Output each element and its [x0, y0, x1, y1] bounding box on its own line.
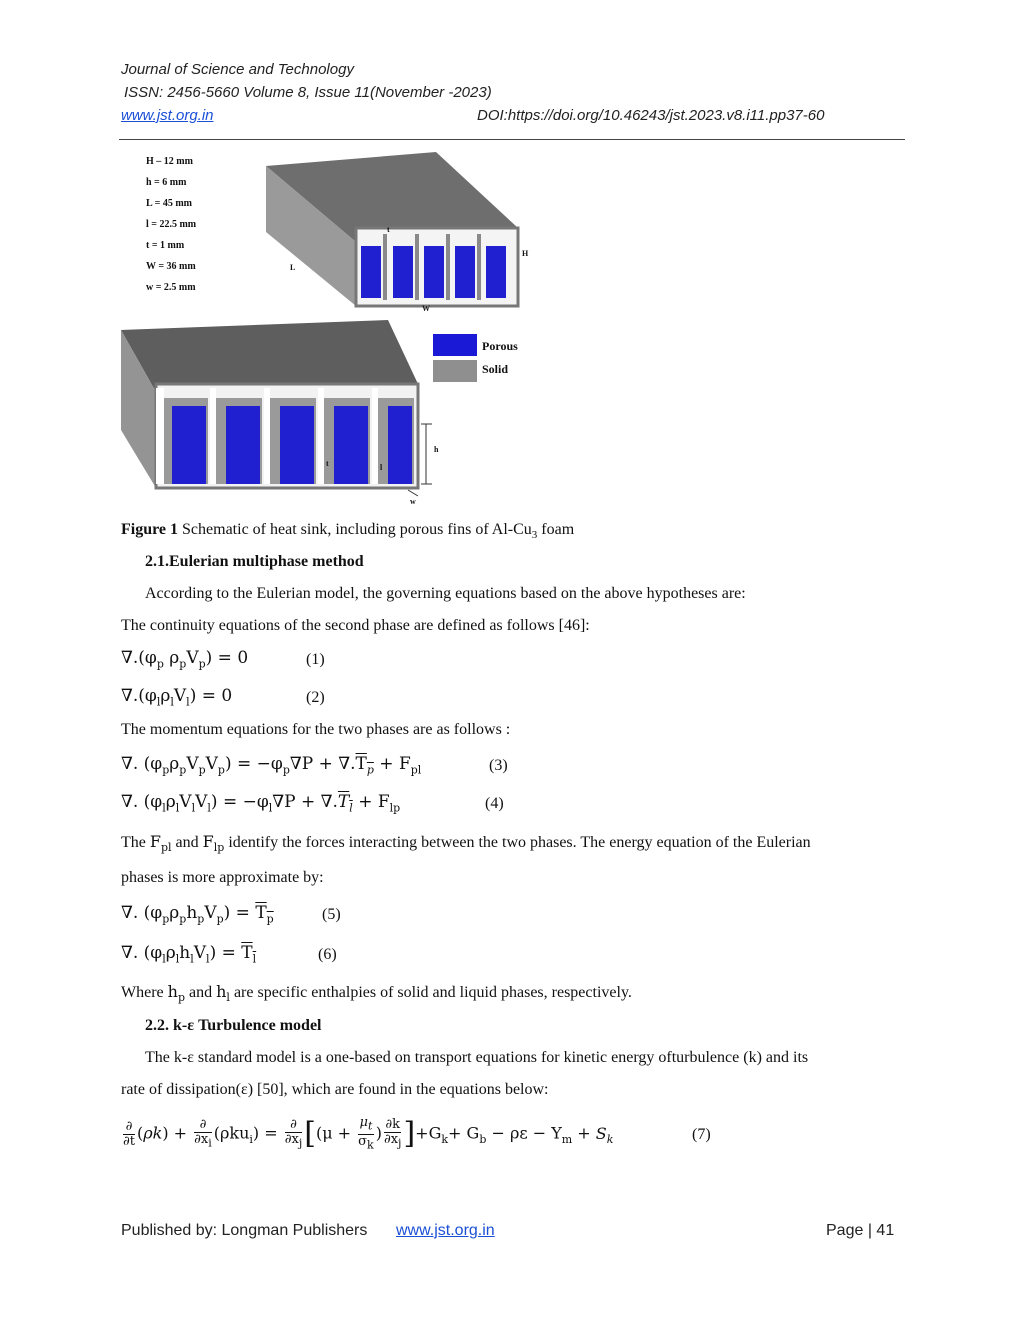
param-label: t = 1 mm — [146, 240, 185, 251]
figure-caption — [121, 521, 574, 541]
header-rule — [119, 139, 905, 140]
footer-publisher: Published by: Longman Publishers — [121, 1222, 368, 1239]
equation-number: (7) — [692, 1126, 711, 1143]
label-W: W — [422, 304, 430, 313]
label-L: L — [290, 263, 296, 272]
legend-porous: Porous — [482, 339, 518, 353]
legend-solid: Solid — [482, 362, 509, 376]
paragraph: The momentum equations for the two phases are as follows : — [121, 721, 511, 738]
caption-text: Schematic of heat sink, including porous fins of Al-Cu — [178, 521, 532, 538]
equation-number: (3) — [489, 757, 508, 774]
paragraph: rate of dissipation(ε) [50], which are found in the equations below: — [121, 1081, 549, 1098]
equation-4: ∇. $(\varphi_l\rho_lV_lV_l) = -\varphi_l\nabla P + \nabla.T_l + F_{lp}$ — [121, 792, 401, 815]
page-number: Page | 41 — [826, 1222, 895, 1239]
equation-7: $\frac{\partial}{\partial t}$ (ρk) + $\frac{\partial}{\partial x_i}$ (ρku$_i$) = $\frac{\partial}{\partial x_j}$ [(μ + $\frac{\mu_t}{\sigma_k}$ ) $\frac{\partial k}{\partial x_j}$ ]$+G_k+ G_b - \rho\varepsilon - Y_m + S_k$ — [123, 1115, 614, 1152]
caption-text-end: foam — [537, 521, 575, 538]
large-heat-sink — [121, 320, 439, 506]
equation-2: $\nabla.(\varphi_l\rho_lV_l) = 0$ — [121, 686, 233, 709]
paragraph: phases is more approximate by: — [121, 869, 324, 886]
label-w: w — [410, 497, 416, 506]
param-label: l = 22.5 mm — [146, 219, 197, 230]
equation-1: $\nabla.(\varphi_p$ $\rho_pV_p) = 0$ — [121, 648, 249, 671]
paragraph: Where $h_p$ and $h_l$ are specific enthalpies of solid and liquid phases, respectively. — [121, 982, 632, 1005]
equation-number: (2) — [306, 689, 325, 706]
section-heading-2-1: 2.1.Eulerian multiphase method — [145, 553, 364, 570]
param-label: w = 2.5 mm — [146, 282, 196, 293]
equation-number: (4) — [485, 795, 504, 812]
paragraph: According to the Eulerian model, the governing equations based on the above hypotheses are: — [145, 585, 746, 602]
paragraph: The continuity equations of the second phase are defined as follows [46]: — [121, 617, 590, 634]
equation-3: ∇. $(\varphi_p\rho_pV_pV_p) = -\varphi_p\nabla P + \nabla.T_p + F_{pl}$ — [121, 754, 422, 777]
footer-website-wrap[interactable] — [396, 1222, 495, 1240]
equation-number: (1) — [306, 651, 325, 668]
small-heat-sink — [266, 152, 529, 313]
param-label: H – 12 mm — [146, 156, 193, 167]
label-t: t — [387, 225, 390, 234]
label-h: h — [434, 445, 439, 454]
footer-website-link[interactable]: www.jst.org.in — [396, 1222, 495, 1239]
paragraph: The $F_{pl}$ and $F_{lp}$ identify the forces interacting between the two phases. The energy equation of the Eulerian — [121, 832, 811, 855]
issn-line: ISSN: 2456-5660 Volume 8, Issue 11(November -2023) — [124, 84, 492, 101]
header-website-link[interactable] — [121, 107, 214, 124]
figure-label: Figure 1 — [121, 521, 179, 538]
paragraph: The k-ε standard model is a one-based on transport equations for kinetic energy ofturbulence (k) and its — [145, 1049, 809, 1066]
param-label: W = 36 mm — [146, 261, 196, 272]
caption-sub: 3 — [531, 529, 538, 542]
param-label: L = 45 mm — [146, 198, 192, 209]
heat-sink-figure — [118, 148, 538, 510]
journal-title: Journal of Science and Technology — [121, 61, 354, 78]
doi-line: DOI:https://doi.org/10.46243/jst.2023.v8.i11.pp37-60 — [477, 107, 825, 124]
equation-5: ∇. $(\varphi_p\rho_ph_pV_p) = T_p$ — [121, 903, 274, 926]
legend — [433, 334, 518, 382]
label-l: l — [380, 463, 383, 472]
equation-number: (6) — [318, 946, 337, 963]
equation-number: (5) — [322, 906, 341, 923]
website-link[interactable]: www.jst.org.in — [121, 107, 214, 124]
param-label: h = 6 mm — [146, 177, 187, 188]
equation-6: ∇. $(\varphi_l\rho_lh_lV_l) = T_l$ — [121, 943, 257, 966]
label-H: H — [522, 249, 529, 258]
section-heading-2-2: 2.2. k-ε Turbulence model — [145, 1017, 322, 1034]
label-t-large: t — [326, 459, 329, 468]
